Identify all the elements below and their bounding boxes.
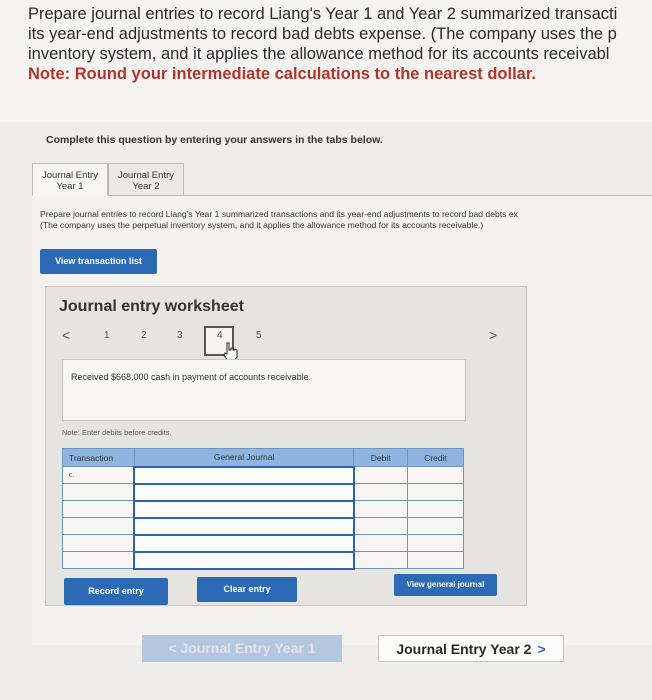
credit-input[interactable] [408, 518, 464, 535]
debit-input[interactable] [354, 535, 408, 552]
column-transaction: Transaction [63, 449, 135, 467]
view-general-journal-button[interactable]: View general journal [394, 574, 497, 596]
credit-input[interactable] [408, 535, 464, 552]
tab-journal-entry-year-1[interactable] [32, 163, 108, 196]
record-entry-button[interactable]: Record entry [64, 578, 168, 605]
tab-label-line: Journal Entry [118, 170, 174, 181]
tab-journal-entry-year-2[interactable] [108, 163, 184, 196]
debit-input[interactable] [354, 552, 408, 569]
pager-prev-arrow[interactable]: < [62, 327, 71, 343]
column-debit: Debit [354, 449, 408, 467]
column-credit: Credit [408, 449, 464, 467]
transaction-cell: c. [63, 467, 135, 484]
general-journal-input[interactable] [134, 535, 353, 552]
pager-page-2[interactable]: 2 [141, 330, 147, 341]
transaction-cell [63, 518, 135, 535]
description-line-1: Prepare journal entries to record Liang's Year 1 summarized transactions and its year-end adjustments to record bad debts ex [40, 209, 518, 219]
general-journal-input[interactable] [134, 518, 353, 535]
debit-input[interactable] [354, 518, 408, 535]
pager-page-5[interactable]: 5 [256, 330, 262, 341]
table-row [63, 552, 464, 569]
transaction-cell [63, 535, 135, 552]
clear-entry-button[interactable]: Clear entry [197, 577, 297, 602]
question-header [0, 0, 652, 122]
tab-label-line: Journal Entry [42, 170, 98, 181]
debit-input[interactable] [354, 467, 408, 484]
credit-input[interactable] [408, 501, 464, 518]
column-general-journal: General Journal [134, 449, 353, 467]
credit-input[interactable] [408, 484, 464, 501]
transaction-cell [63, 552, 135, 569]
tab-description [40, 209, 652, 231]
debit-credit-note: Note: Enter debits before credits. [62, 428, 172, 437]
question-line-1: Prepare journal entries to record Liang's Year 1 and Year 2 summarized transacti [28, 5, 618, 23]
next-tab-button[interactable] [378, 635, 564, 662]
table-row [63, 484, 464, 501]
description-line-2: (The company uses the perpetual inventory system, and it applies the allowance method for its accounts receivable.) [40, 220, 484, 230]
tab-label-line: Year 1 [56, 181, 84, 192]
table-row [63, 518, 464, 535]
question-line-2: its year-end adjustments to record bad debts expense. (The company uses the p [28, 25, 617, 43]
table-row [63, 467, 464, 484]
view-transaction-list-button[interactable]: View transaction list [40, 249, 157, 274]
credit-input[interactable] [408, 467, 464, 484]
general-journal-input[interactable] [134, 467, 353, 484]
debit-input[interactable] [354, 501, 408, 518]
credit-input[interactable] [408, 552, 464, 569]
table-row [63, 501, 464, 518]
pager-page-3[interactable]: 3 [177, 330, 183, 341]
rounding-note: Note: Round your intermediate calculations to the nearest dollar. [28, 65, 536, 83]
question-line-3: inventory system, and it applies the allowance method for its accounts receivabl [28, 45, 610, 63]
worksheet-title: Journal entry worksheet [59, 298, 244, 315]
debit-input[interactable] [354, 484, 408, 501]
chevron-right-icon: > [537, 641, 546, 657]
tab-label-line: Year 2 [132, 181, 160, 192]
pager-page-4[interactable]: 4 [217, 330, 223, 341]
instruction-text: Complete this question by entering your answers in the tabs below. [46, 134, 383, 146]
next-tab-label: Journal Entry Year 2 [396, 641, 532, 657]
pager-page-1[interactable]: 1 [104, 330, 110, 341]
journal-table [62, 448, 464, 570]
table-row [63, 535, 464, 552]
transaction-cell [63, 501, 135, 518]
transaction-cell [63, 484, 135, 501]
transaction-description: Received $668,000 cash in payment of accounts receivable. [71, 372, 312, 382]
general-journal-input[interactable] [134, 501, 353, 518]
pager-next-arrow[interactable]: > [489, 327, 498, 343]
general-journal-input[interactable] [134, 484, 353, 501]
general-journal-input[interactable] [134, 552, 353, 569]
prev-tab-button[interactable]: < Journal Entry Year 1 [142, 635, 342, 662]
transaction-description-box [62, 359, 466, 421]
